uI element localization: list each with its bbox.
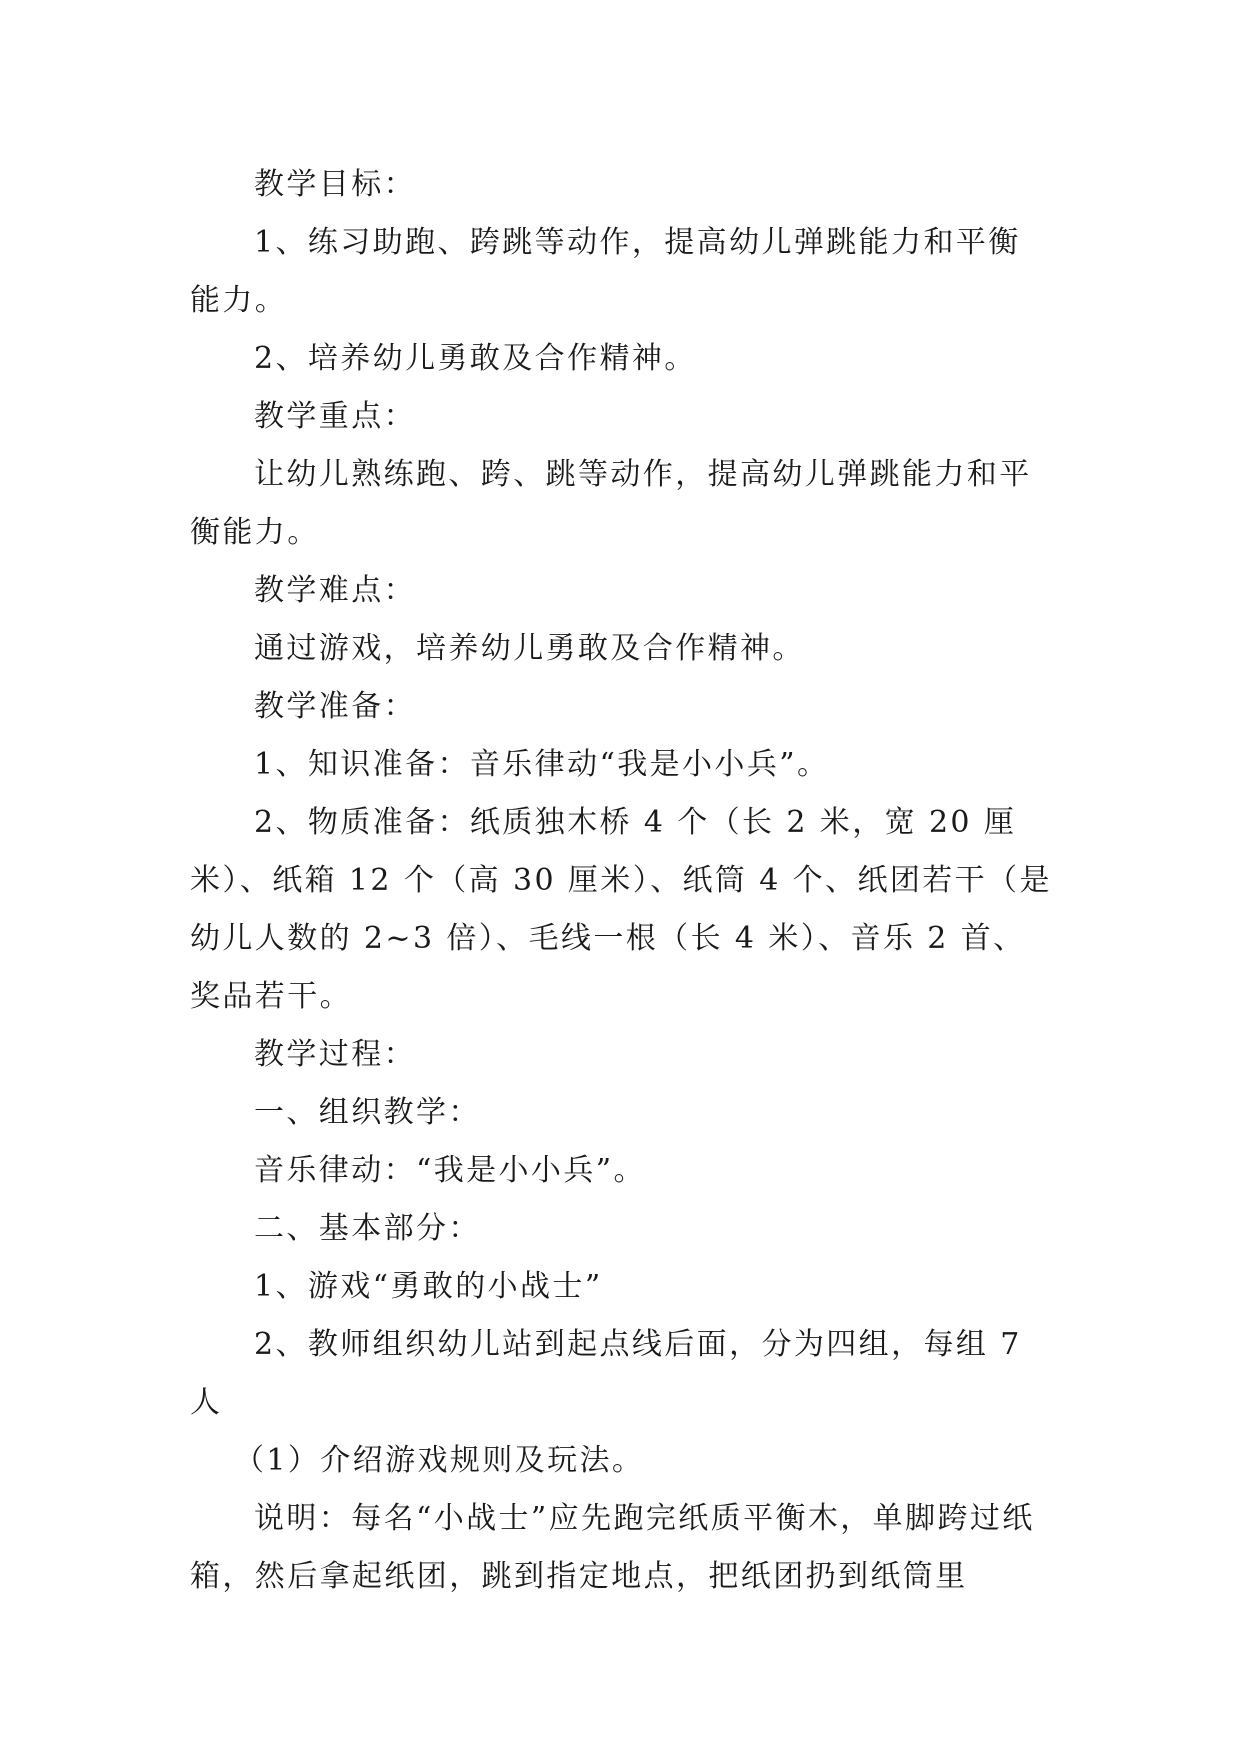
basic-item-2: 2、教师组织幼儿站到起点线后面，分为四组，每组 7 人: [190, 1327, 1022, 1420]
goal-item-1: 1、练习助跑、跨跳等动作，提高幼儿弹跳能力和平衡能力。: [190, 225, 1021, 318]
goal-item-2: 2、培养幼儿勇敢及合作精神。: [254, 341, 697, 376]
heading-difficulties: 教学难点：: [254, 573, 416, 608]
heading-process: 教学过程：: [254, 1037, 416, 1072]
difficulties-text: 通过游戏，培养幼儿勇敢及合作精神。: [254, 631, 805, 666]
rules-explanation: 说明：每名“小战士”应先跑完纸质平衡木，单脚跨过纸箱，然后拿起纸团，跳到指定地点，把纸团扔到纸筒里: [190, 1501, 1035, 1594]
heading-key-points: 教学重点：: [254, 399, 416, 434]
organize-text: 音乐律动：“我是小小兵”。: [254, 1153, 646, 1188]
rules-subitem: （1）介绍游戏规则及玩法。: [234, 1443, 645, 1478]
heading-teaching-goals: 教学目标：: [254, 167, 416, 202]
preparation-item-2: 2、物质准备：纸质独木桥 4 个（长 2 米，宽 20 厘米）、纸箱 12 个（高 30 厘米）、纸筒 4 个、纸团若干（是幼儿人数的 2~3 倍）、毛线一根（长 4 米）、音乐 2 首、奖品若干。: [190, 805, 1052, 1014]
basic-item-1: 1、游戏“勇敢的小战士”: [254, 1269, 603, 1304]
section-basic: 二、基本部分：: [254, 1211, 481, 1246]
heading-preparation: 教学准备：: [254, 689, 416, 724]
key-points-text: 让幼儿熟练跑、跨、跳等动作，提高幼儿弹跳能力和平衡能力。: [190, 457, 1032, 550]
preparation-item-1: 1、知识准备：音乐律动“我是小小兵”。: [254, 747, 830, 782]
document-body: [190, 156, 1052, 1606]
section-organize: 一、组织教学：: [254, 1095, 481, 1130]
